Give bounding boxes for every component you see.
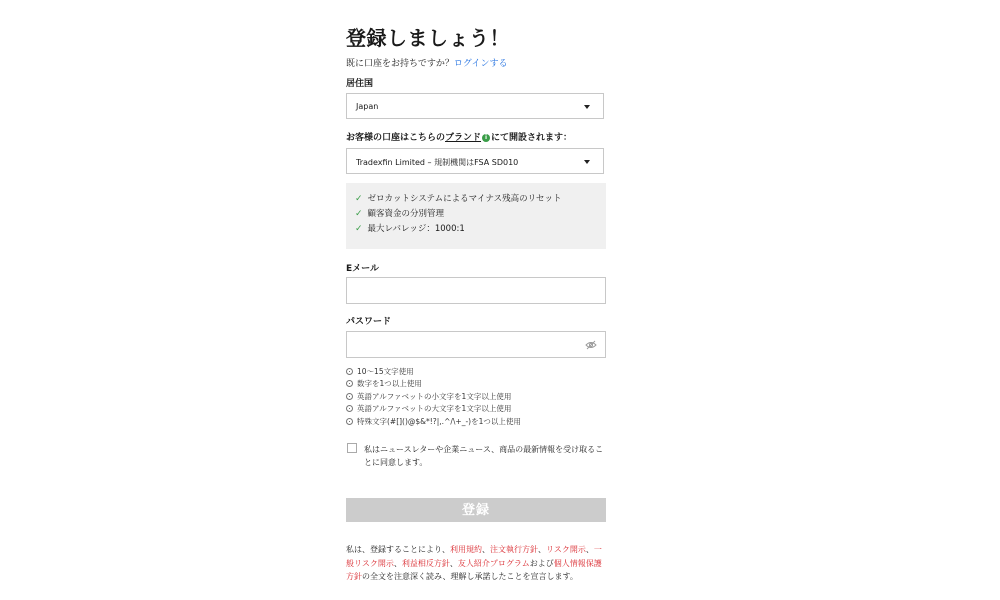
referral-program-link[interactable]: 友人紹介プログラム <box>457 558 530 568</box>
check-icon: ✓ <box>355 224 363 234</box>
check-icon: ✓ <box>355 194 363 204</box>
country-label: 居住国 <box>346 79 374 89</box>
privacy-policy-link[interactable]: 個人情報保護方針 <box>346 558 602 581</box>
login-prompt <box>346 56 507 69</box>
feature-item <box>355 192 562 204</box>
feature-text: 最大レバレッジ：1000:1 <box>367 224 465 234</box>
country-select-value: Japan <box>356 102 379 111</box>
brand-link[interactable]: ブランド <box>445 133 482 143</box>
password-rule-text: 数字を1つ以上使用 <box>357 379 422 388</box>
register-button[interactable]: 登録 <box>346 498 606 522</box>
login-link[interactable]: ログインする <box>453 59 508 69</box>
legal-text: 、 <box>585 545 594 554</box>
legal-notice <box>346 543 604 584</box>
info-icon[interactable]: i <box>482 134 490 142</box>
risk-disclosure-link[interactable]: リスク開示 <box>546 545 586 554</box>
brand-label-pre: お客様の口座はこちらの <box>346 133 446 143</box>
feature-item <box>355 207 444 219</box>
legal-text: および <box>529 558 554 568</box>
rule-status-icon <box>346 405 353 412</box>
brand-label <box>346 130 572 143</box>
password-rule <box>346 391 511 402</box>
password-rule <box>346 366 414 377</box>
feature-text: 顧客資金の分別管理 <box>367 209 445 219</box>
caret-down-icon <box>584 160 590 164</box>
order-execution-policy-link[interactable]: 注文執行方針 <box>490 545 538 554</box>
password-rule-text: 特殊文字(#[]()@$&*!?|,.^/\+_-)を1つ以上使用 <box>357 417 521 426</box>
legal-text: 、 <box>482 545 490 554</box>
brand-label-post: にて開設されます： <box>491 133 573 143</box>
feature-item <box>355 222 465 234</box>
rule-status-icon <box>346 368 353 375</box>
rule-status-icon <box>346 380 353 387</box>
rule-status-icon <box>346 418 353 425</box>
eye-off-icon[interactable] <box>585 340 597 350</box>
legal-text: の全文を注意深く読み、理解し承諾したことを宣言します。 <box>362 572 578 581</box>
brand-select-value: Tradexfin Limited – 規制機関はFSA SD010 <box>356 158 519 167</box>
legal-text: 私は、登録することにより、 <box>346 545 450 554</box>
email-field[interactable] <box>346 277 606 304</box>
password-rule-text: 英語アルファベットの小文字を1文字以上使用 <box>357 392 512 401</box>
check-icon: ✓ <box>355 209 363 219</box>
page-title: 登録しましょう！ <box>346 26 510 50</box>
password-rule <box>346 416 521 427</box>
legal-text: 、 <box>393 558 402 568</box>
caret-down-icon <box>584 105 590 109</box>
general-risk-disclosure-link[interactable]: 一般リスク開示 <box>346 545 602 568</box>
brand-select[interactable] <box>346 148 604 174</box>
password-rule <box>346 403 511 414</box>
password-field[interactable] <box>346 331 606 358</box>
legal-text: 、 <box>538 545 546 554</box>
login-prompt-text: 既に口座をお持ちですか？ <box>346 59 454 69</box>
features-box <box>346 183 606 249</box>
rule-status-icon <box>346 393 353 400</box>
password-rule-text: 10～15文字使用 <box>357 367 414 376</box>
password-rule <box>346 378 422 389</box>
country-select[interactable] <box>346 93 604 119</box>
terms-link[interactable]: 利用規約 <box>450 545 482 554</box>
feature-text: ゼロカットシステムによるマイナス残高のリセット <box>367 194 562 204</box>
email-label: Eメール <box>346 264 379 274</box>
conflict-of-interest-policy-link[interactable]: 利益相反方針 <box>401 558 450 568</box>
password-label: パスワード <box>346 317 392 327</box>
legal-text: 、 <box>449 558 458 568</box>
newsletter-consent-text: 私はニュースレターや企業ニュース、商品の最新情報を受け取ることに同意します。 <box>364 445 604 467</box>
password-rule-text: 英語アルファベットの大文字を1文字以上使用 <box>357 404 512 413</box>
newsletter-checkbox[interactable] <box>347 443 357 453</box>
